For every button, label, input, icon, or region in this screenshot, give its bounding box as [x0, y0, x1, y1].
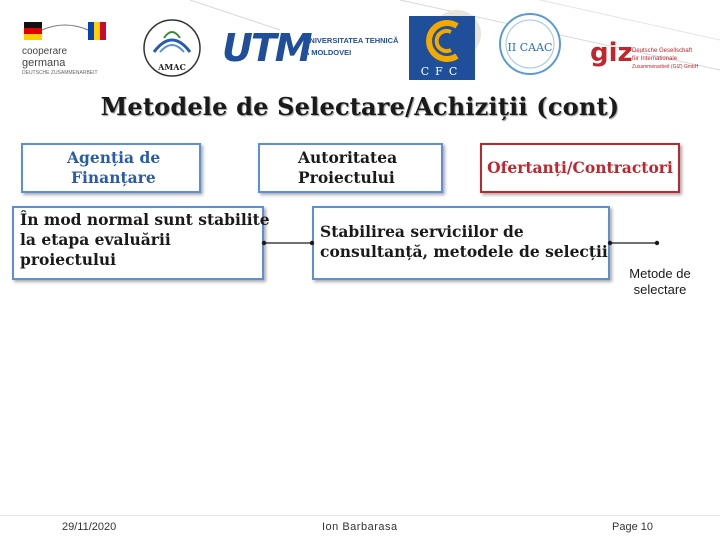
- giz-text-1: Deutsche Gesellschaft: [632, 48, 693, 54]
- funding-agency-line-1: Agenția de: [67, 148, 161, 167]
- footer-author: Ion Barbarasa: [322, 521, 398, 533]
- funding-agency-line-2: Finanțare: [71, 168, 156, 187]
- footer-page-number: Page 10: [612, 521, 653, 533]
- utm-text-2: A MOLDOVEI: [304, 48, 352, 57]
- page-title: Metodele de Selectare/Achiziții (cont): [100, 92, 620, 121]
- connector-dot-right-end: [655, 241, 659, 245]
- cfc-text: CFC: [420, 65, 464, 78]
- middle-box-line-2: consultanță, metodele de selecții: [320, 242, 608, 261]
- project-authority-line-2: Proiectului: [298, 168, 395, 187]
- cooperare-text-3: DEUTSCHE ZUSAMMENARBEIT: [22, 70, 98, 76]
- connector-dot-middle: [310, 241, 314, 245]
- bidders-label: Ofertanți/Contractori: [487, 158, 673, 177]
- left-box-line-1: În mod normal sunt stabilite: [20, 210, 270, 229]
- amac-text: AMAC: [158, 62, 186, 72]
- side-label-line-2: selectare: [633, 282, 687, 297]
- giz-mark: giz: [590, 38, 633, 68]
- side-label-line-1: Metode de: [629, 266, 691, 281]
- left-box-line-2: la etapa evaluării: [20, 230, 171, 249]
- footer-divider: [0, 515, 720, 516]
- left-box-line-3: proiectului: [20, 250, 117, 269]
- footer-date: 29/11/2020: [62, 521, 117, 533]
- cooperare-text-1: cooperare: [22, 46, 68, 57]
- middle-box-line-1: Stabilirea serviciilor de: [320, 222, 524, 241]
- project-authority-line-1: Autoritatea: [298, 148, 398, 167]
- utm-mark: UTM: [222, 26, 311, 70]
- selection-methods-label: [618, 266, 702, 298]
- giz-text-3: Zusammenarbeit (GIZ) GmbH: [632, 64, 699, 70]
- connector-dot-right-start: [608, 241, 612, 245]
- iicaac-text: II CAAC: [507, 41, 553, 54]
- giz-text-2: für Internationale: [632, 56, 678, 62]
- utm-text-1: UNIVERSITATEA TEHNICĂ: [304, 36, 399, 45]
- connector-dot-left: [262, 241, 266, 245]
- cooperare-text-2: germana: [22, 57, 66, 69]
